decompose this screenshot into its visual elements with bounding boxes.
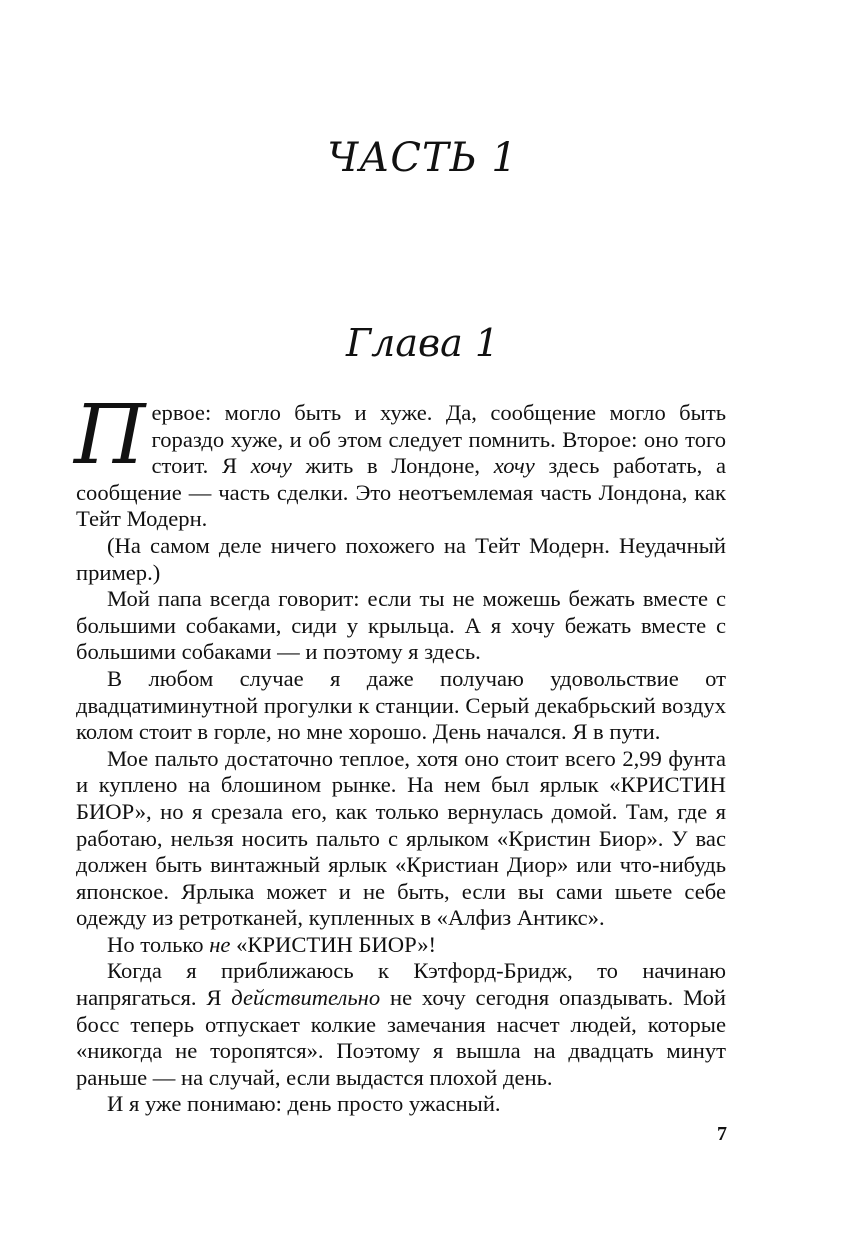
- paragraph-1-emphasis-2: хочу: [493, 453, 535, 479]
- chapter-title: Глава 1: [345, 321, 500, 365]
- paragraph-7-text: Когда я приближаюсь к Кэтфорд-Бридж, то начинаю напрягаться. Я: [76, 958, 726, 1011]
- paragraph-1-text: ервое: могло быть и хуже. Да, сообщение могло быть гораздо хуже, и об этом следует помнить. Второе: оно того стоит. Я: [151, 400, 726, 479]
- paragraph-7-text-2: не хочу сегодня опаздывать. Мой босс теперь отпускает колкие замечания насчет людей, которые «никогда не торопятся». Поэтому я вышла на двадцать минут раньше — на случай, если выдастся плохой день.: [76, 985, 726, 1090]
- paragraph-1: [74, 388, 727, 533]
- paragraph-7: [76, 958, 726, 1091]
- paragraph-2: (На самом деле ничего похожего на Тейт Модерн. Неудачный пример.): [76, 532, 726, 585]
- paragraph-6-emphasis: не: [209, 931, 231, 957]
- paragraph-4: В любом случае я даже получаю удовольствие от двадцатиминутной прогулки к станции. Серый декабрьский воздух колом стоит в горле, но мне хорошо. День начался. Я в пути.: [76, 665, 726, 745]
- paragraph-6: [76, 932, 726, 959]
- paragraph-5: Мое пальто достаточно теплое, хотя оно стоит всего 2,99 фунта и куплено на блошином рынке. На нем был ярлык «КРИСТИН БИОР», но я срезала его, как только вернулась домой. Там, где я работаю, нельзя носить пальто с ярлыком «Кристин Биор». У вас должен быть винтажный ярлык «Кристиан Диор» или что-нибудь японское. Ярлыка может и не быть, если вы сами шьете себе одежду из ретротканей, купленных в «Алфиз Антикс».: [76, 745, 726, 931]
- paragraph-7-emphasis: действительно: [231, 985, 381, 1011]
- page-number: 7: [717, 1123, 727, 1145]
- paragraph-3: Мой папа всегда говорит: если ты не можешь бежать вместе с большими собаками, сиди у крыльца. А я хочу бежать вместе с большими собаками — и поэтому я здесь.: [76, 586, 726, 665]
- drop-cap: П: [74, 388, 146, 483]
- paragraph-8: И я уже понимаю: день просто ужасный.: [107, 1091, 501, 1117]
- chapter-text: [74, 388, 727, 1118]
- paragraph-6-text-2: «КРИСТИН БИОР»!: [230, 931, 437, 957]
- paragraph-1-emphasis-1: хочу: [250, 453, 292, 479]
- paragraph-1-text-3: здесь работать, а сообщение — часть сделки. Это неотъемлемая часть Лондона, как Тейт Модерн.: [76, 453, 727, 532]
- paragraph-1-text-2: жить в Лондоне,: [291, 453, 494, 479]
- part-title: ЧАСТЬ 1: [327, 135, 518, 181]
- paragraph-6-text: Но только: [107, 931, 210, 957]
